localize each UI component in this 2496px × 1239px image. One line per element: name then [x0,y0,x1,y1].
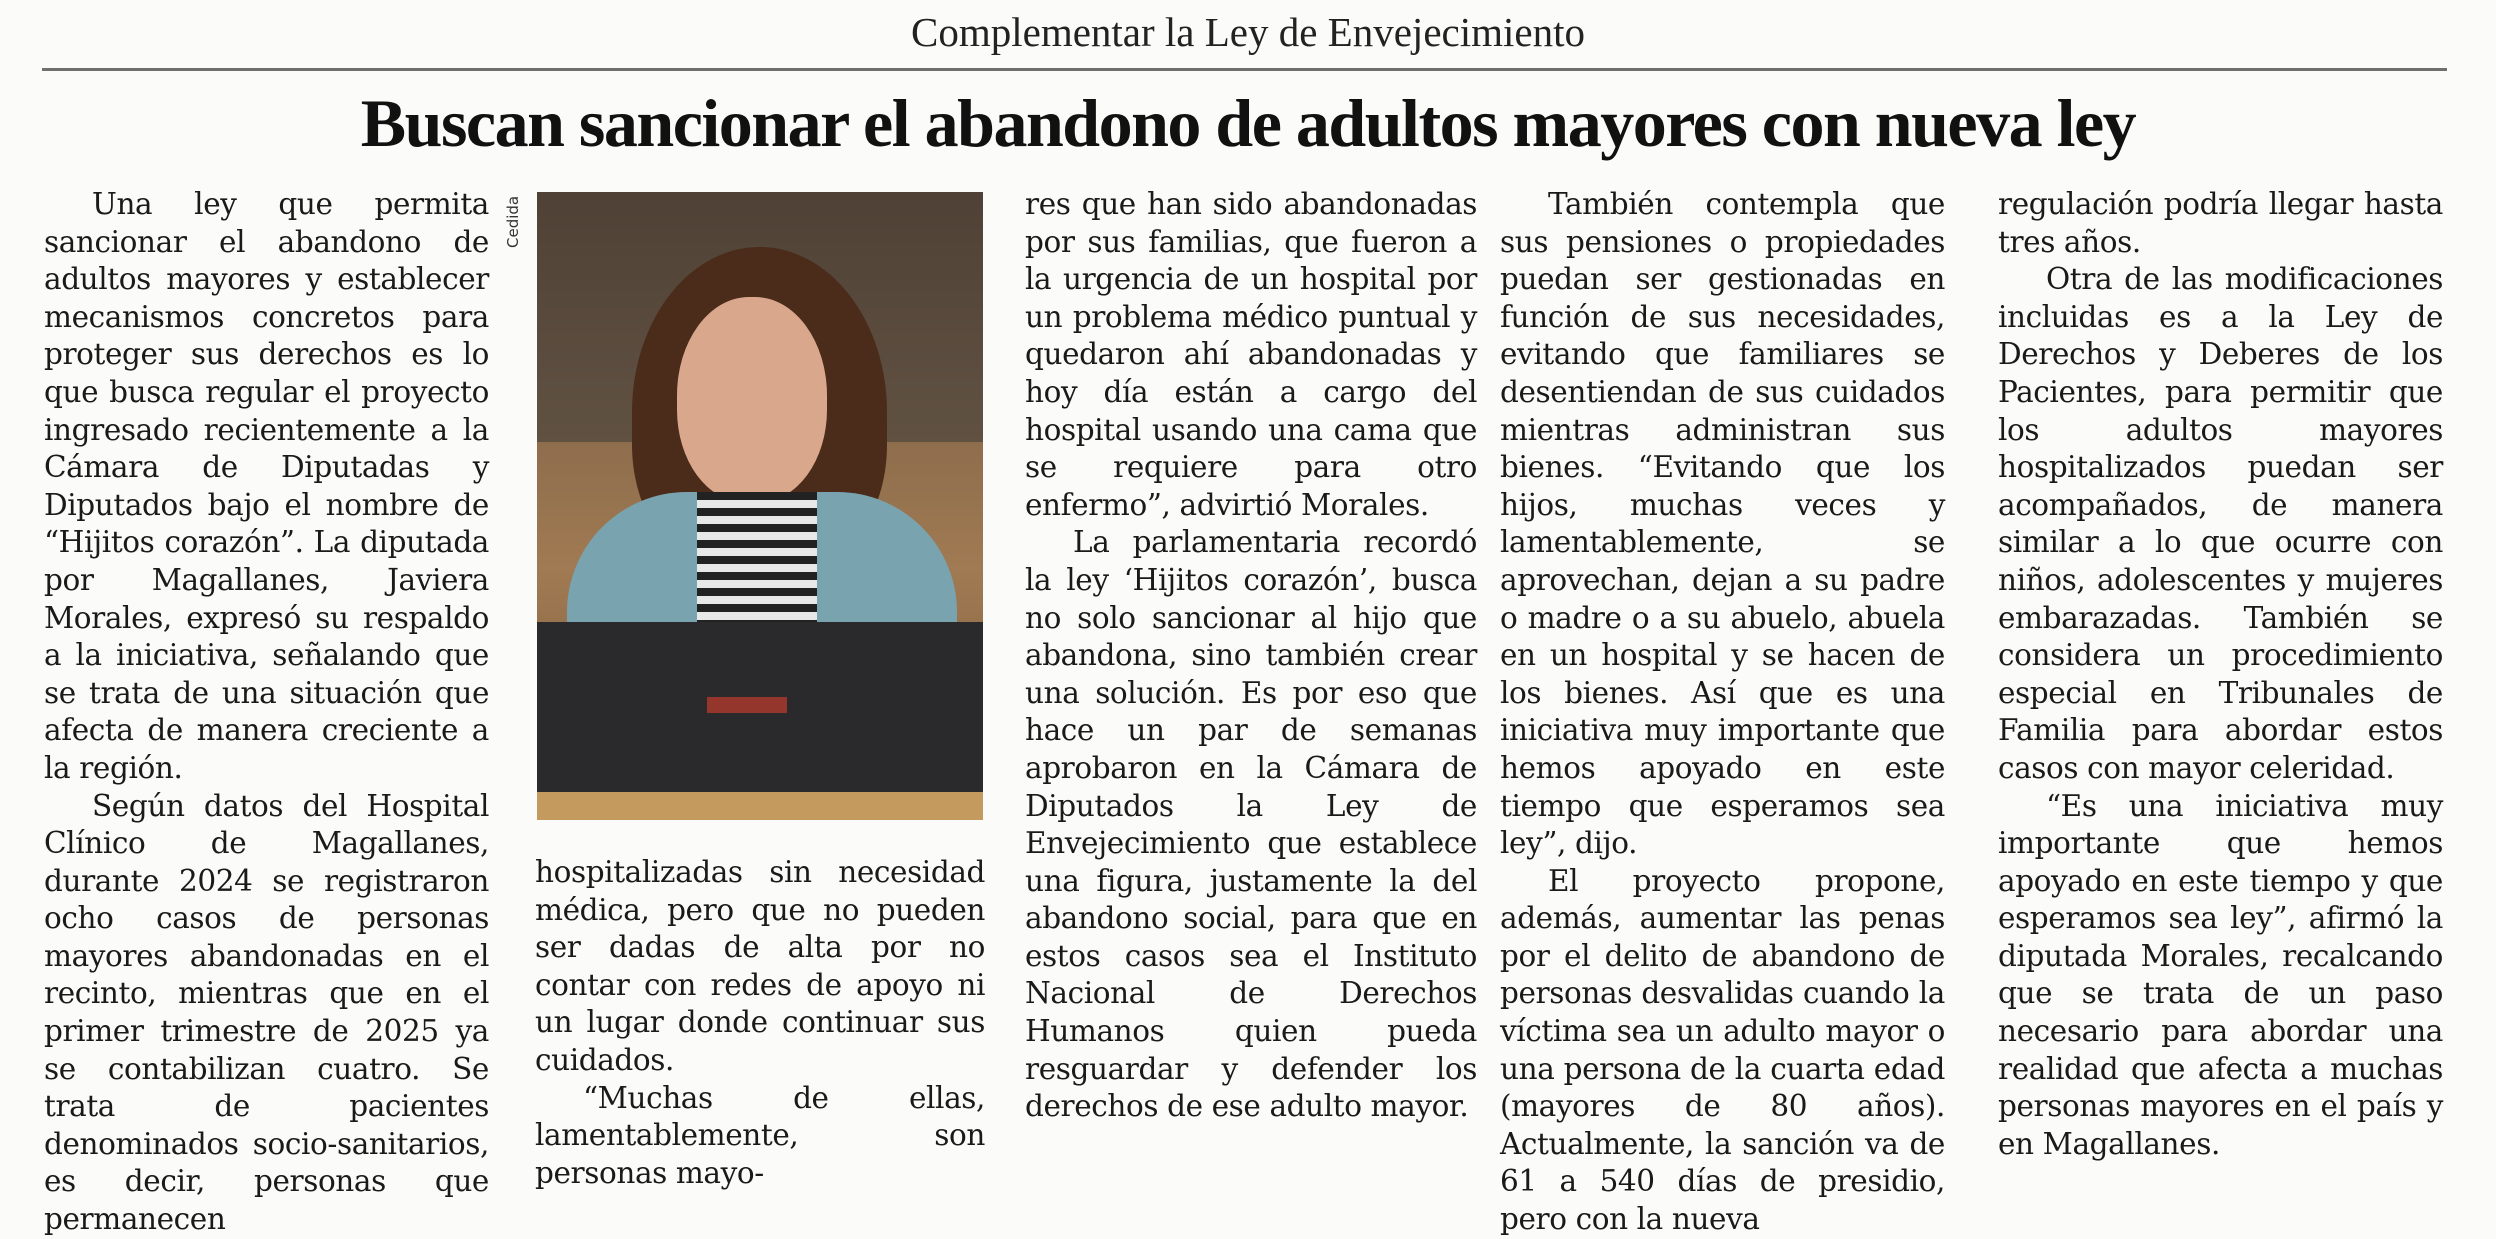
paragraph: También contempla que sus pensiones o propiedades puedan ser gestionadas en función de sus necesidades, evitando que familiares se desentiendan de sus cuidados mientras administran sus bienes. “Evitando que los hijos, muchas veces y lamentablemente, se aprovechan, dejan a su padre o madre o a su abuelo, abuela en un hospital y se hacen de los bienes. Así que es una iniciativa muy importante que hemos apoyado en este tiempo que esperamos sea ley”, dijo. [1500,187,1945,861]
top-rule [42,68,2447,71]
paragraph: “Muchas de ellas, lamentablemente, son personas mayo- [535,1080,985,1190]
paragraph: Otra de las modificaciones incluidas es a la Ley de Derechos y Deberes de los Pacientes, para permitir que los adultos mayores hospitalizados puedan ser acompañados, de manera similar a lo que ocurre con niños, adolescentes y mujeres embarazadas. También se considera un procedimiento especial en Tribunales de Familia para abordar estos casos con mayor celeridad. [1998,262,2443,785]
paragraph: regulación podría llegar hasta tres años. [1998,187,2443,259]
column-5 [1998,186,2443,1163]
paragraph: Una ley que permita sancionar el abandono de adultos mayores y establecer mecanismos concretos para proteger sus derechos es lo que busca regular el proyecto ingresado recientemente a la Cámara de Diputadas y Diputados bajo el nombre de “Hijitos corazón”. La diputada por Magallanes, Javiera Morales, expresó su respaldo a la iniciativa, señalando que se trata de una situación que afecta de manera creciente a la región. [44,187,489,785]
column-4 [1500,186,1945,1239]
article-photo [537,192,983,820]
paragraph: “Es una iniciativa muy importante que hemos apoyado en este tiempo y que esperamos sea ley”, afirmó la diputada Morales, recalcando que se trata de un paso necesario para abordar una realidad que afecta a muchas personas mayores en el país y en Magallanes. [1998,788,2443,1161]
paragraph: hospitalizadas sin necesidad médica, pero que no pueden ser dadas de alta por no contar con redes de apoyo ni un lugar donde continuar sus cuidados. [535,855,985,1077]
column-1 [44,186,489,1239]
paragraph: La parlamentaria recordó la ley ‘Hijitos corazón’, busca no solo sancionar al hijo que abandona, sino también crear una solución. Es por eso que hace un par de semanas aprobaron en la Cámara de Diputados la Ley de Envejecimiento que establece una figura, justamente la del abandono social, para que en estos casos sea el Instituto Nacional de Derechos Humanos quien pueda resguardar y defender los derechos de ese adulto mayor. [1025,525,1477,1124]
headline: Buscan sancionar el abandono de adultos mayores con nueva ley [360,85,2136,161]
photo-credit: Cedida [504,195,522,248]
kicker: Complementar la Ley de Envejecimiento [911,9,1585,55]
paragraph: Según datos del Hospital Clínico de Magallanes, durante 2024 se registraron ocho casos de personas mayores abandonadas en el recinto, mientras que en el primer trimestre de 2025 ya se contabilizan cuatro. Se trata de pacientes denominados socio-sanitarios, es decir, personas que permanecen [44,788,489,1237]
column-3 [1025,186,1477,1126]
column-2 [535,854,985,1192]
paragraph: res que han sido abandonadas por sus familias, que fueron a la urgencia de un hospital por un problema médico puntual y quedaron ahí abandonadas y hoy día están a cargo del hospital usando una cama que se requiere para otro enfermo”, advirtió Morales. [1025,187,1477,522]
paragraph: El proyecto propone, además, aumentar las penas por el delito de abandono de personas desvalidas cuando la víctima sea un adulto mayor o una persona de la cuarta edad (mayores de 80 años). Actualmente, la sanción va de 61 a 540 días de presidio, pero con la nueva [1500,863,1945,1237]
